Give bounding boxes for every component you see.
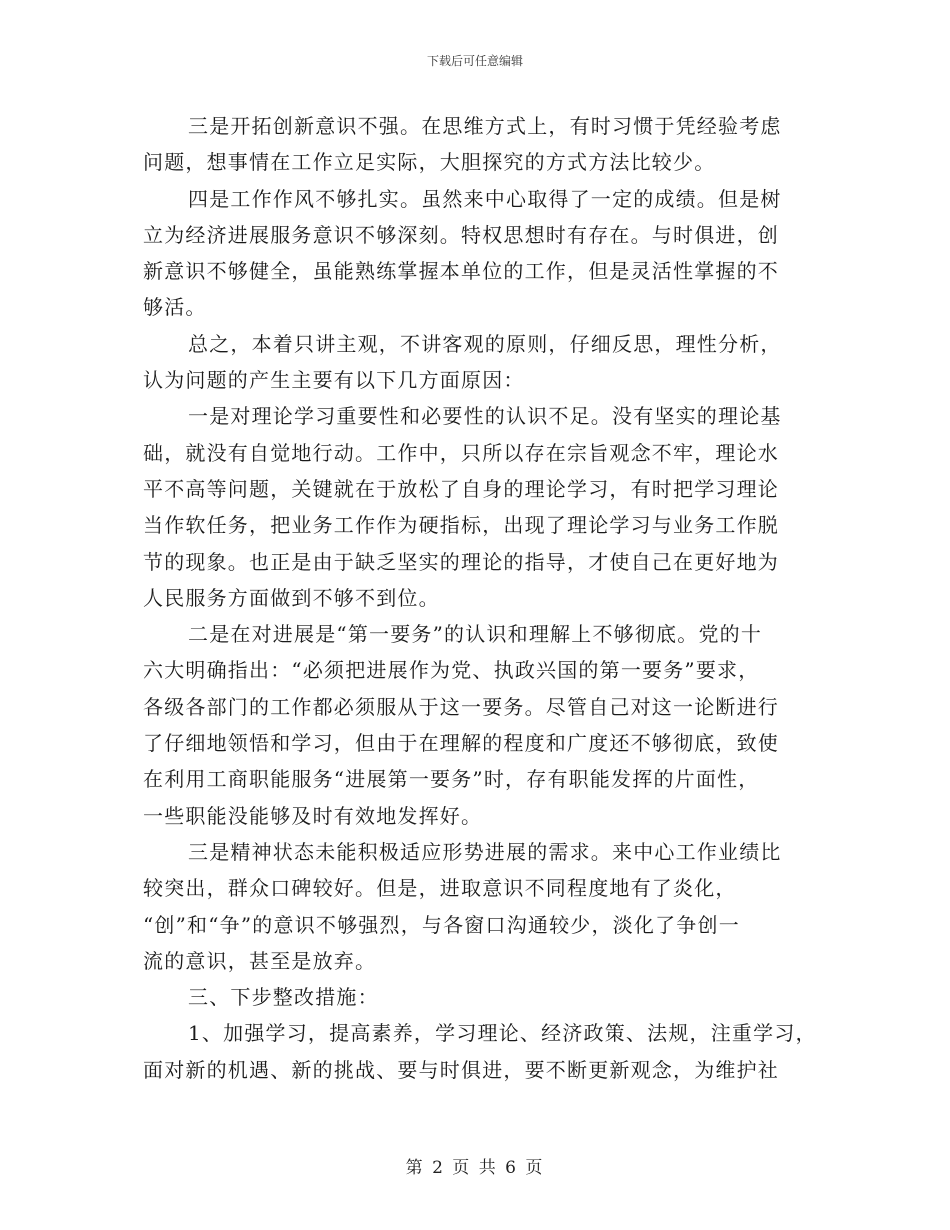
text-line: 四是工作作风不够扎实。虽然来中心取得了一定的成绩。但是树: [188, 186, 782, 211]
text-line: 各级各部门的工作都必须服从于这一要务。尽管自己对这一论断进行: [143, 694, 779, 719]
text-line: 新意识不够健全，虽能熟练掌握本单位的工作，但是灵活性掌握的不: [143, 259, 779, 284]
text-line: 较突出，群众口碑较好。但是，进取意识不同程度地有了炎化，: [143, 876, 737, 901]
text-line: 三是开拓创新意识不强。在思维方式上，有时习惯于凭经验考虑: [188, 114, 782, 138]
text-line: “创”和“争”的意识不够强烈，与各窗口沟通较少，淡化了争创一: [143, 912, 740, 937]
text-line: 问题，想事情在工作立足实际，大胆探究的方式方法比较少。: [143, 150, 716, 175]
text-line: 立为经济进展服务意识不够深刻。特权思想时有存在。与时俱进，创: [143, 222, 779, 247]
text-line: 1、加强学习，提高素养，学习理论、经济政策、法规，注重学习，: [188, 1021, 817, 1046]
text-line: 础，就没有自觉地行动。工作中，只所以存在宗旨观念不牢，理论水: [143, 440, 779, 465]
text-line: 够活。: [143, 295, 207, 320]
page-footer: 第 2 页 共 6 页: [405, 1158, 545, 1178]
text-line: 三是精神状态未能积极适应形势进展的需求。来中心工作业绩比: [188, 839, 782, 864]
text-line: 在利用工商职能服务“进展第一要务”时，存有职能发挥的片面性，: [143, 767, 760, 792]
page-header: 下载后可任意编辑: [426, 54, 523, 68]
text-line: 平不高等问题，关键就在于放松了自身的理论学习，有时把学习理论: [143, 476, 779, 501]
text-line: 认为问题的产生主要有以下几方面原因：: [143, 368, 525, 393]
text-line: 三、下步整改措施：: [188, 985, 379, 1010]
text-line: 当作软任务，把业务工作作为硬指标，出现了理论学习与业务工作脱: [143, 513, 779, 538]
text-line: 流的意识，甚至是放弃。: [143, 948, 377, 973]
text-line: 了仔细地领悟和学习，但由于在理解的程度和广度还不够彻底，致使: [143, 731, 779, 756]
text-line: 节的现象。也正是由于缺乏坚实的理论的指导，才使自己在更好地为: [143, 549, 779, 574]
text-line: 人民服务方面做到不够不到位。: [143, 585, 440, 610]
text-line: 六大明确指出：“必须把进展作为党、执政兴国的第一要务”要求，: [143, 658, 760, 683]
document-body: [143, 108, 823, 1088]
text-line: 二是在对进展是“第一要务”的认识和理解上不够彻底。党的十: [188, 622, 763, 647]
text-line: 一是对理论学习重要性和必要性的认识不足。没有坚实的理论基: [188, 404, 782, 429]
text-line: 一些职能没能够及时有效地发挥好。: [143, 803, 483, 828]
text-line: 面对新的机遇、新的挑战、要与时俱进，要不断更新观念，为维护社: [143, 1057, 779, 1082]
text-line: 总之，本着只讲主观，不讲客观的原则，仔细反思，理性分析，: [188, 331, 782, 356]
